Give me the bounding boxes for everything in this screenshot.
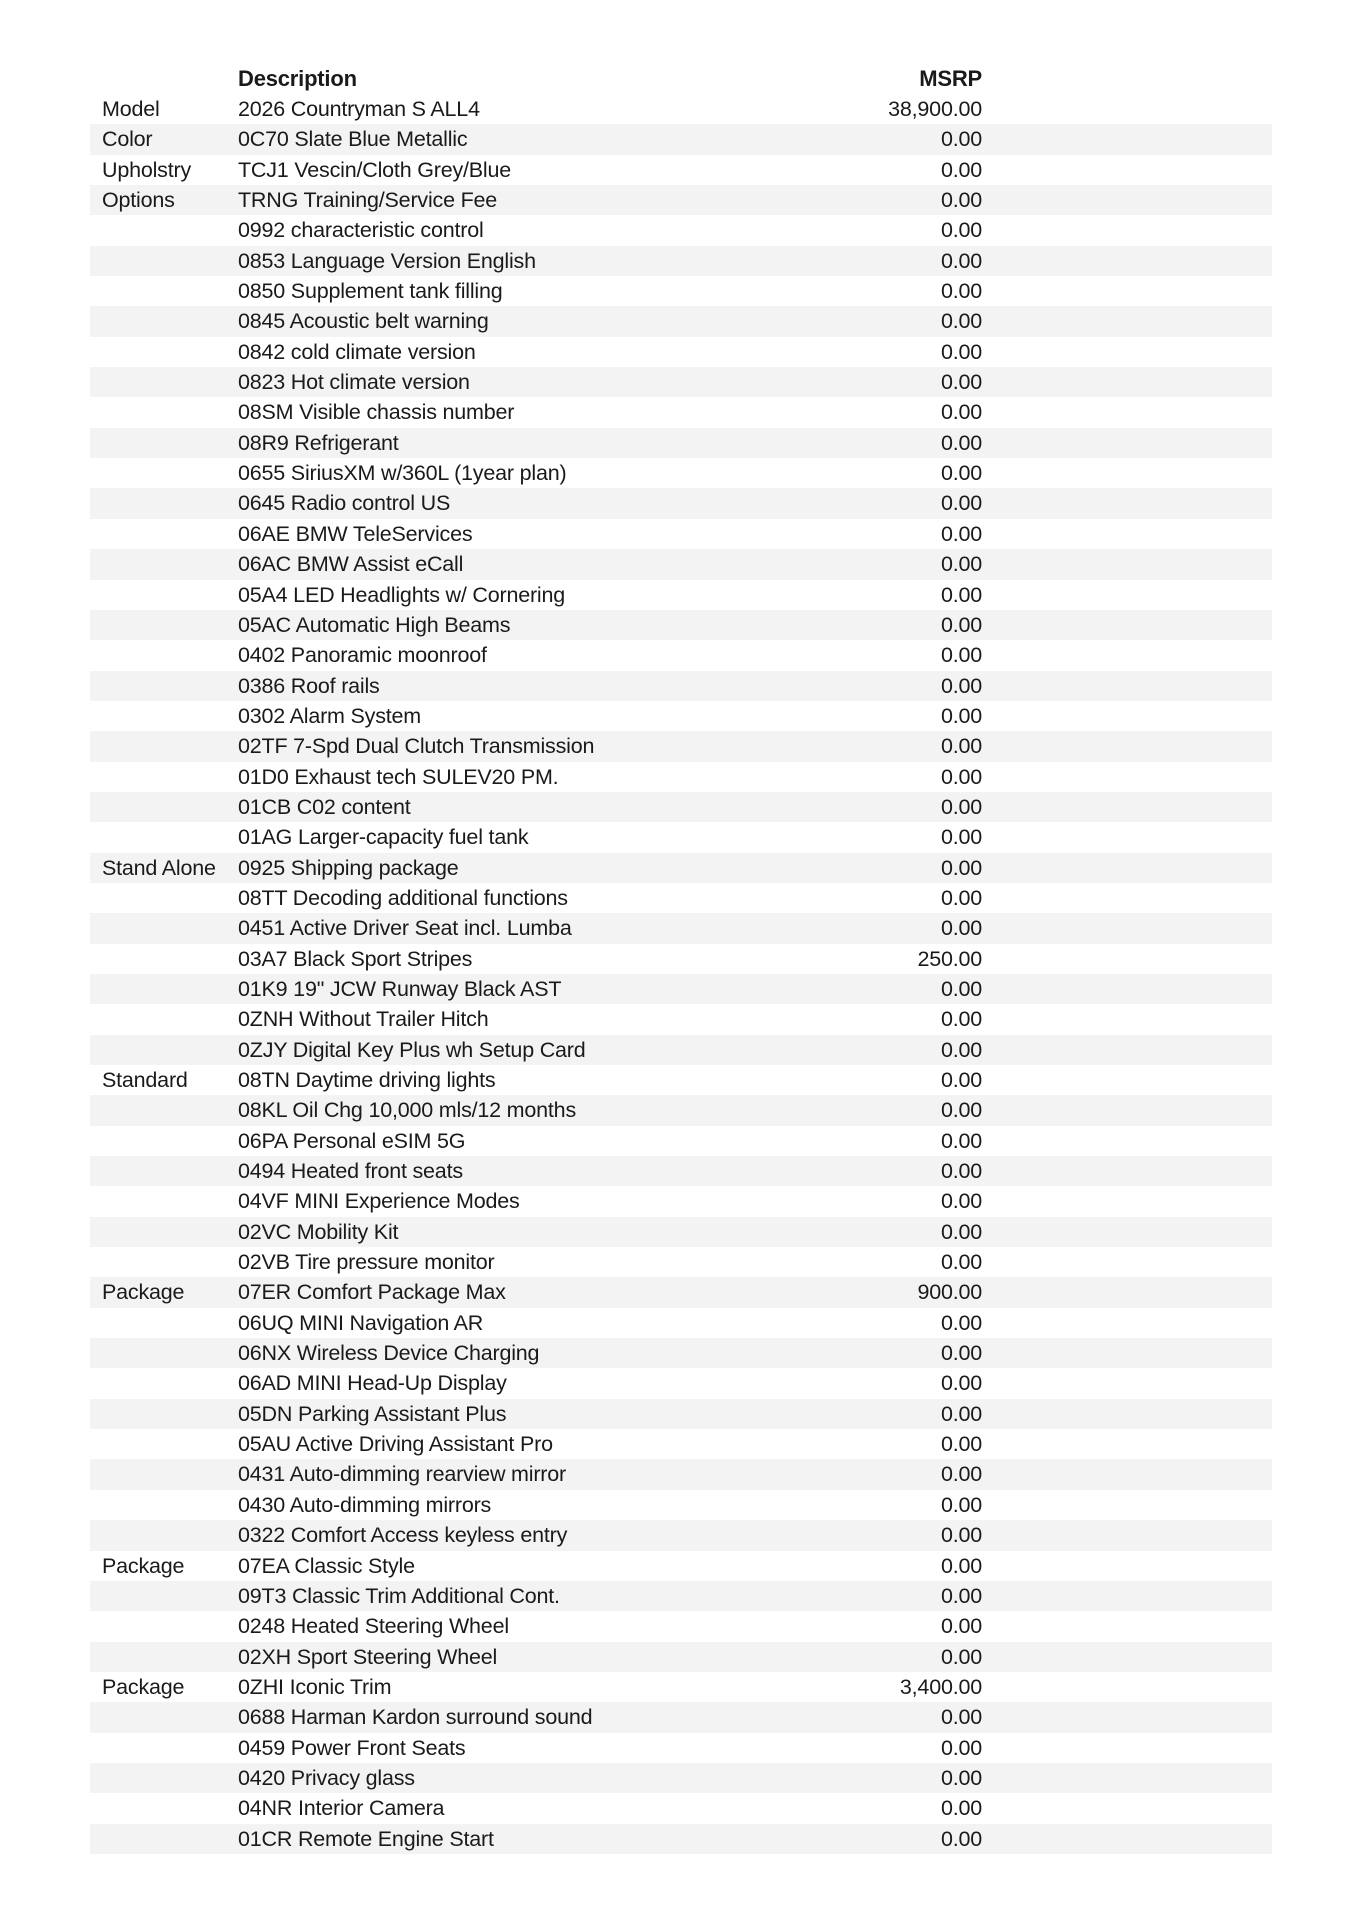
row-category: Stand Alone [102, 855, 216, 880]
row-msrp: 0.00 [940, 1644, 982, 1669]
row-description: 0688 Harman Kardon surround sound [238, 1705, 593, 1730]
row-description: TCJ1 Vescin/Cloth Grey/Blue [238, 157, 512, 182]
table-row [90, 792, 1272, 822]
row-msrp: 0.00 [940, 309, 982, 334]
row-msrp: 0.00 [940, 1432, 982, 1457]
table-row [90, 1399, 1272, 1429]
row-description: 04VF MINI Experience Modes [238, 1189, 520, 1214]
row-msrp: 0.00 [940, 1553, 982, 1578]
table-row [90, 1156, 1272, 1186]
table-row [90, 1763, 1272, 1793]
row-description: 04NR Interior Camera [238, 1796, 445, 1821]
table-row [90, 1338, 1272, 1368]
table-row [90, 853, 1272, 883]
table-header [90, 64, 1272, 94]
row-description: 06AC BMW Assist eCall [238, 552, 464, 577]
table-row [90, 124, 1272, 154]
row-description: 02TF 7-Spd Dual Clutch Transmission [238, 734, 595, 759]
row-msrp: 0.00 [940, 552, 982, 577]
table-row [90, 1429, 1272, 1459]
row-description: 0248 Heated Steering Wheel [238, 1614, 509, 1639]
row-msrp: 0.00 [940, 370, 982, 395]
row-msrp: 0.00 [940, 1705, 982, 1730]
table-row [90, 701, 1272, 731]
row-description: 05AU Active Driving Assistant Pro [238, 1432, 553, 1457]
table-row [90, 94, 1272, 124]
table-row [90, 913, 1272, 943]
row-msrp: 0.00 [940, 1128, 982, 1153]
msrp-column-header: MSRP [919, 66, 982, 91]
table-row [90, 1004, 1272, 1034]
row-description: 09T3 Classic Trim Additional Cont. [238, 1583, 560, 1608]
table-row [90, 1035, 1272, 1065]
row-msrp: 0.00 [940, 1098, 982, 1123]
row-msrp: 250.00 [917, 946, 982, 971]
row-msrp: 0.00 [940, 1401, 982, 1426]
row-description: 08R9 Refrigerant [238, 430, 399, 455]
row-msrp: 0.00 [940, 582, 982, 607]
row-msrp: 0.00 [940, 127, 982, 152]
row-description: 02VB Tire pressure monitor [238, 1250, 495, 1275]
row-description: 0402 Panoramic moonroof [238, 643, 487, 668]
table-row [90, 1186, 1272, 1216]
row-category: Model [102, 97, 160, 121]
row-msrp: 0.00 [940, 1796, 982, 1821]
row-description: 07EA Classic Style [238, 1553, 415, 1578]
row-msrp: 0.00 [940, 794, 982, 819]
row-description: 0302 Alarm System [238, 703, 422, 728]
table-row [90, 246, 1272, 276]
row-description: TRNG Training/Service Fee [238, 188, 498, 213]
row-description: 01CB C02 content [238, 794, 411, 819]
table-row [90, 185, 1272, 215]
table-row [90, 1459, 1272, 1489]
row-msrp: 0.00 [940, 612, 982, 637]
row-msrp: 0.00 [940, 248, 982, 273]
row-description: 0420 Privacy glass [238, 1765, 415, 1790]
row-msrp: 0.00 [940, 764, 982, 789]
table-row [90, 883, 1272, 913]
table-row [90, 671, 1272, 701]
row-category: Package [102, 1553, 185, 1578]
row-description: 06AE BMW TeleServices [238, 521, 473, 546]
row-msrp: 0.00 [940, 976, 982, 1001]
table-row [90, 488, 1272, 518]
table-row [90, 1308, 1272, 1338]
table-row [90, 1095, 1272, 1125]
row-msrp: 0.00 [940, 1462, 982, 1487]
row-msrp: 0.00 [940, 825, 982, 850]
row-description: 08SM Visible chassis number [238, 400, 515, 425]
row-msrp: 0.00 [940, 916, 982, 941]
table-row [90, 974, 1272, 1004]
table-row [90, 822, 1272, 852]
row-description: 05A4 LED Headlights w/ Cornering [238, 582, 566, 607]
table-row [90, 1065, 1272, 1095]
table-row [90, 1277, 1272, 1307]
row-description: 0925 Shipping package [238, 855, 459, 880]
description-column-header: Description [238, 66, 357, 91]
row-msrp: 0.00 [940, 491, 982, 516]
table-row [90, 397, 1272, 427]
row-description: 0850 Supplement tank filling [238, 279, 503, 304]
row-description: 08TT Decoding additional functions [238, 885, 568, 910]
row-description: 06UQ MINI Navigation AR [238, 1310, 484, 1335]
table-row [90, 762, 1272, 792]
row-msrp: 0.00 [940, 430, 982, 455]
table-row [90, 1247, 1272, 1277]
row-msrp: 0.00 [940, 188, 982, 213]
table-row [90, 1368, 1272, 1398]
row-msrp: 0.00 [940, 1219, 982, 1244]
row-description: 0655 SiriusXM w/360L (1year plan) [238, 461, 567, 486]
table-row [90, 549, 1272, 579]
row-description: 0992 characteristic control [238, 218, 484, 243]
table-row [90, 458, 1272, 488]
table-row [90, 1551, 1272, 1581]
row-msrp: 0.00 [940, 1189, 982, 1214]
table-row [90, 580, 1272, 610]
row-msrp: 0.00 [940, 1492, 982, 1517]
table-row [90, 519, 1272, 549]
row-description: 0ZJY Digital Key Plus wh Setup Card [238, 1037, 586, 1062]
table-row [90, 1520, 1272, 1550]
row-description: 01K9 19" JCW Runway Black AST [238, 976, 562, 1001]
table-row [90, 640, 1272, 670]
row-msrp: 38,900.00 [888, 97, 982, 121]
option-rows [90, 94, 1272, 1854]
row-msrp: 0.00 [940, 400, 982, 425]
row-msrp: 0.00 [940, 1250, 982, 1275]
row-msrp: 900.00 [917, 1280, 982, 1305]
table-row [90, 731, 1272, 761]
row-description: 0823 Hot climate version [238, 370, 470, 395]
row-msrp: 0.00 [940, 521, 982, 546]
row-msrp: 0.00 [940, 1341, 982, 1366]
row-msrp: 0.00 [940, 1735, 982, 1760]
row-description: 06AD MINI Head-Up Display [238, 1371, 507, 1396]
row-description: 0ZNH Without Trailer Hitch [238, 1007, 489, 1032]
row-msrp: 0.00 [940, 1765, 982, 1790]
table-row [90, 1581, 1272, 1611]
row-description: 07ER Comfort Package Max [238, 1280, 506, 1305]
row-description: 06NX Wireless Device Charging [238, 1341, 540, 1366]
row-description: 05AC Automatic High Beams [238, 612, 511, 637]
row-msrp: 3,400.00 [899, 1674, 982, 1699]
table-row [90, 337, 1272, 367]
table-row [90, 1672, 1272, 1702]
row-description: 01D0 Exhaust tech SULEV20 PM. [238, 764, 559, 789]
row-description: 02VC Mobility Kit [238, 1219, 399, 1244]
row-msrp: 0.00 [940, 855, 982, 880]
table-row [90, 1490, 1272, 1520]
table-row [90, 155, 1272, 185]
row-msrp: 0.00 [940, 1826, 982, 1851]
row-description: 0494 Heated front seats [238, 1159, 463, 1184]
row-description: 08KL Oil Chg 10,000 mls/12 months [238, 1098, 576, 1123]
row-description: 01CR Remote Engine Start [238, 1826, 494, 1851]
row-msrp: 0.00 [940, 157, 982, 182]
row-description: 0845 Acoustic belt warning [238, 309, 489, 334]
table-row [90, 944, 1272, 974]
table-row [90, 1793, 1272, 1823]
row-msrp: 0.00 [940, 1037, 982, 1062]
row-msrp: 0.00 [940, 1007, 982, 1032]
row-msrp: 0.00 [940, 218, 982, 243]
row-category: Color [102, 127, 153, 152]
row-msrp: 0.00 [940, 339, 982, 364]
row-description: 0386 Roof rails [238, 673, 380, 698]
row-category: Options [102, 188, 175, 213]
row-msrp: 0.00 [940, 1068, 982, 1092]
row-category: Package [102, 1674, 185, 1699]
row-description: 0842 cold climate version [238, 339, 476, 364]
row-category: Standard [102, 1068, 188, 1092]
row-description: 06PA Personal eSIM 5G [238, 1128, 466, 1153]
row-msrp: 0.00 [940, 1310, 982, 1335]
table-row [90, 367, 1272, 397]
row-description: 0430 Auto-dimming mirrors [238, 1492, 492, 1517]
table-row [90, 1611, 1272, 1641]
row-description: 05DN Parking Assistant Plus [238, 1401, 507, 1426]
row-description: 0ZHI Iconic Trim [238, 1674, 392, 1699]
table-row [90, 1702, 1272, 1732]
row-msrp: 0.00 [940, 703, 982, 728]
row-description: 0C70 Slate Blue Metallic [238, 127, 468, 152]
table-row [90, 610, 1272, 640]
table-row [90, 428, 1272, 458]
row-description: 03A7 Black Sport Stripes [238, 946, 473, 971]
row-description: 08TN Daytime driving lights [238, 1068, 496, 1092]
row-msrp: 0.00 [940, 279, 982, 304]
row-description: 0459 Power Front Seats [238, 1735, 466, 1760]
row-description: 0431 Auto-dimming rearview mirror [238, 1462, 566, 1487]
row-msrp: 0.00 [940, 734, 982, 759]
table-row [90, 215, 1272, 245]
row-description: 0645 Radio control US [238, 491, 451, 516]
row-msrp: 0.00 [940, 1614, 982, 1639]
table-row [90, 1217, 1272, 1247]
row-description: 02XH Sport Steering Wheel [238, 1644, 498, 1669]
row-category: Package [102, 1280, 185, 1305]
row-description: 2026 Countryman S ALL4 [238, 97, 480, 121]
row-description: 01AG Larger-capacity fuel tank [238, 825, 529, 850]
row-msrp: 0.00 [940, 1159, 982, 1184]
row-msrp: 0.00 [940, 1523, 982, 1548]
table-row [90, 1824, 1272, 1854]
msrp-option-sheet [90, 64, 1272, 1854]
row-msrp: 0.00 [940, 1583, 982, 1608]
row-msrp: 0.00 [940, 643, 982, 668]
row-category: Upholstry [102, 157, 192, 182]
row-description: 0322 Comfort Access keyless entry [238, 1523, 568, 1548]
table-row [90, 306, 1272, 336]
row-msrp: 0.00 [940, 1371, 982, 1396]
table-row [90, 1642, 1272, 1672]
row-msrp: 0.00 [940, 673, 982, 698]
row-description: 0451 Active Driver Seat incl. Lumba [238, 916, 572, 941]
row-msrp: 0.00 [940, 461, 982, 486]
row-description: 0853 Language Version English [238, 248, 536, 273]
table-row [90, 276, 1272, 306]
row-msrp: 0.00 [940, 885, 982, 910]
table-row [90, 1126, 1272, 1156]
table-row [90, 1733, 1272, 1763]
